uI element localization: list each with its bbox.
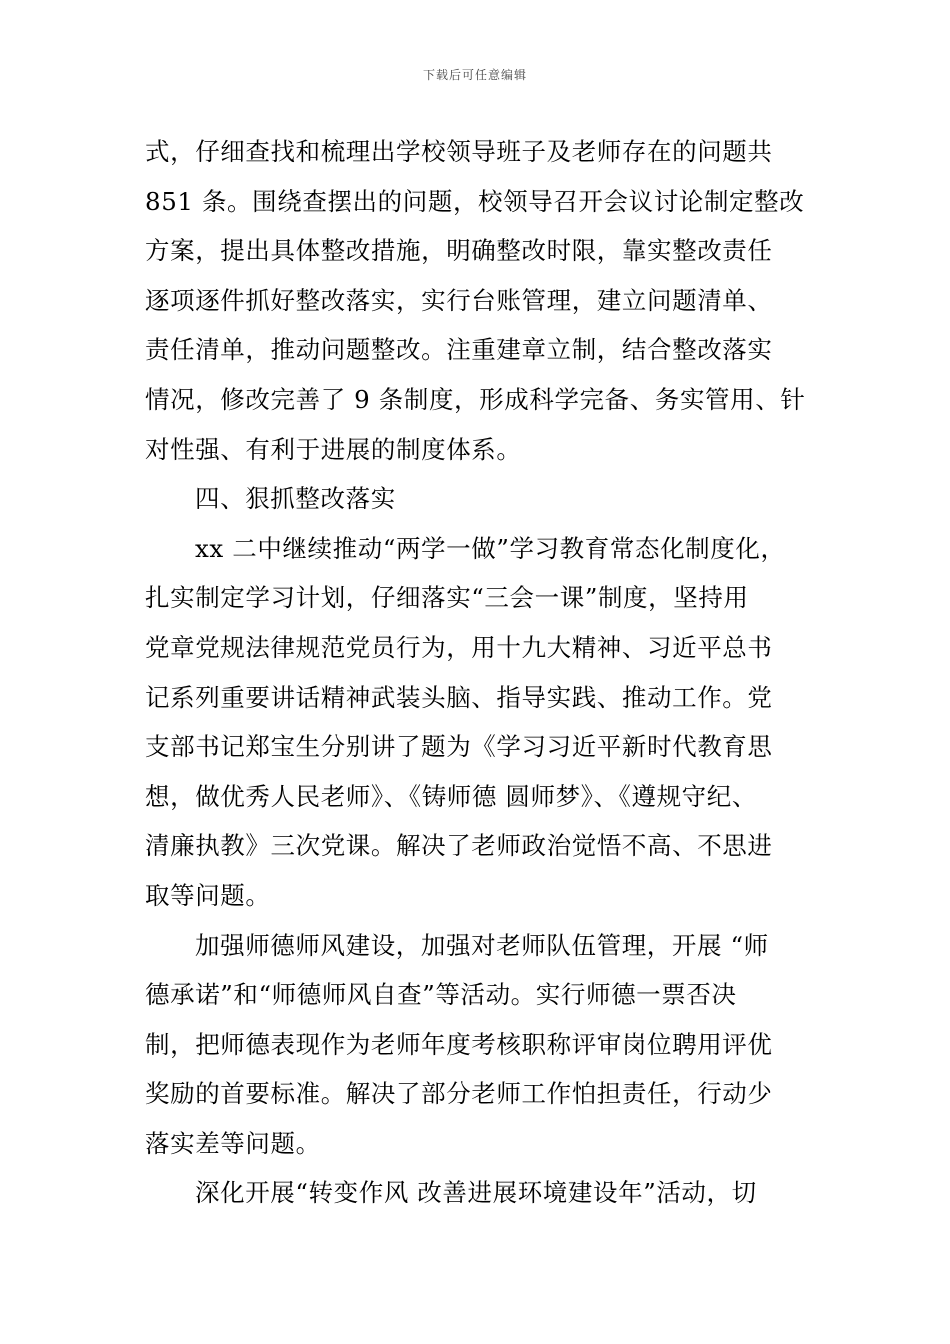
text-line: 扎实制定学习计划，仔细落实“三会一课”制度，坚持用 <box>145 583 749 613</box>
text-line: 情况，修改完善了 9 条制度，形成科学完备、务实管用、针 <box>145 384 806 414</box>
text-line: 方案，提出具体整改措施，明确整改时限，靠实整改责任 <box>145 236 773 266</box>
paragraph <box>145 524 809 921</box>
paragraph <box>145 921 809 1169</box>
text-line: 德承诺”和“师德师风自查”等活动。实行师德一票否决 <box>145 980 737 1010</box>
text-line: 想，做优秀人民老师》、《铸师德 圆师梦》、《遵规守纪、 <box>145 781 757 811</box>
text-line: 奖励的首要标准。解决了部分老师工作怕担责任，行动少 <box>145 1079 773 1109</box>
text-line: 深化开展“转变作风 改善进展环境建设年”活动，切 <box>195 1178 757 1208</box>
text-line: 对性强、有利于进展的制度体系。 <box>145 434 522 464</box>
document-body <box>145 127 809 1218</box>
page-header-note: 下载后可任意编辑 <box>422 68 527 82</box>
text-line: 党章党规法律规范党员行为，用十九大精神、习近平总书 <box>145 632 773 662</box>
text-line: 851 条。围绕查摆出的问题，校领导召开会议讨论制定整改 <box>145 186 805 216</box>
text-line: 逐项逐件抓好整改落实，实行台账管理，建立问题清单、 <box>145 285 773 315</box>
section-heading <box>145 474 809 524</box>
text-line: 加强师德师风建设，加强对老师队伍管理，开展 “师 <box>195 930 769 960</box>
text-line: 记系列重要讲话精神武装头脑、指导实践、推动工作。党 <box>145 682 773 712</box>
text-line: 式，仔细查找和梳理出学校领导班子及老师存在的问题共 <box>145 137 773 166</box>
text-line: 清廉执教》三次党课。解决了老师政治觉悟不高、不思进 <box>145 831 773 861</box>
text-line: 支部书记郑宝生分别讲了题为《学习习近平新时代教育思 <box>145 732 773 762</box>
text-line: 制，把师德表现作为老师年度考核职称评审岗位聘用评优 <box>145 1029 773 1059</box>
text-line: 责任清单，推动问题整改。注重建章立制，结合整改落实 <box>145 335 773 365</box>
text-line: xx 二中继续推动“两学一做”学习教育常态化制度化， <box>195 533 786 563</box>
section-heading-text: 四、狠抓整改落实 <box>195 484 396 514</box>
text-line: 取等问题。 <box>145 880 271 910</box>
paragraph <box>145 1168 809 1218</box>
paragraph <box>145 127 809 474</box>
text-line: 落实差等问题。 <box>145 1128 321 1158</box>
